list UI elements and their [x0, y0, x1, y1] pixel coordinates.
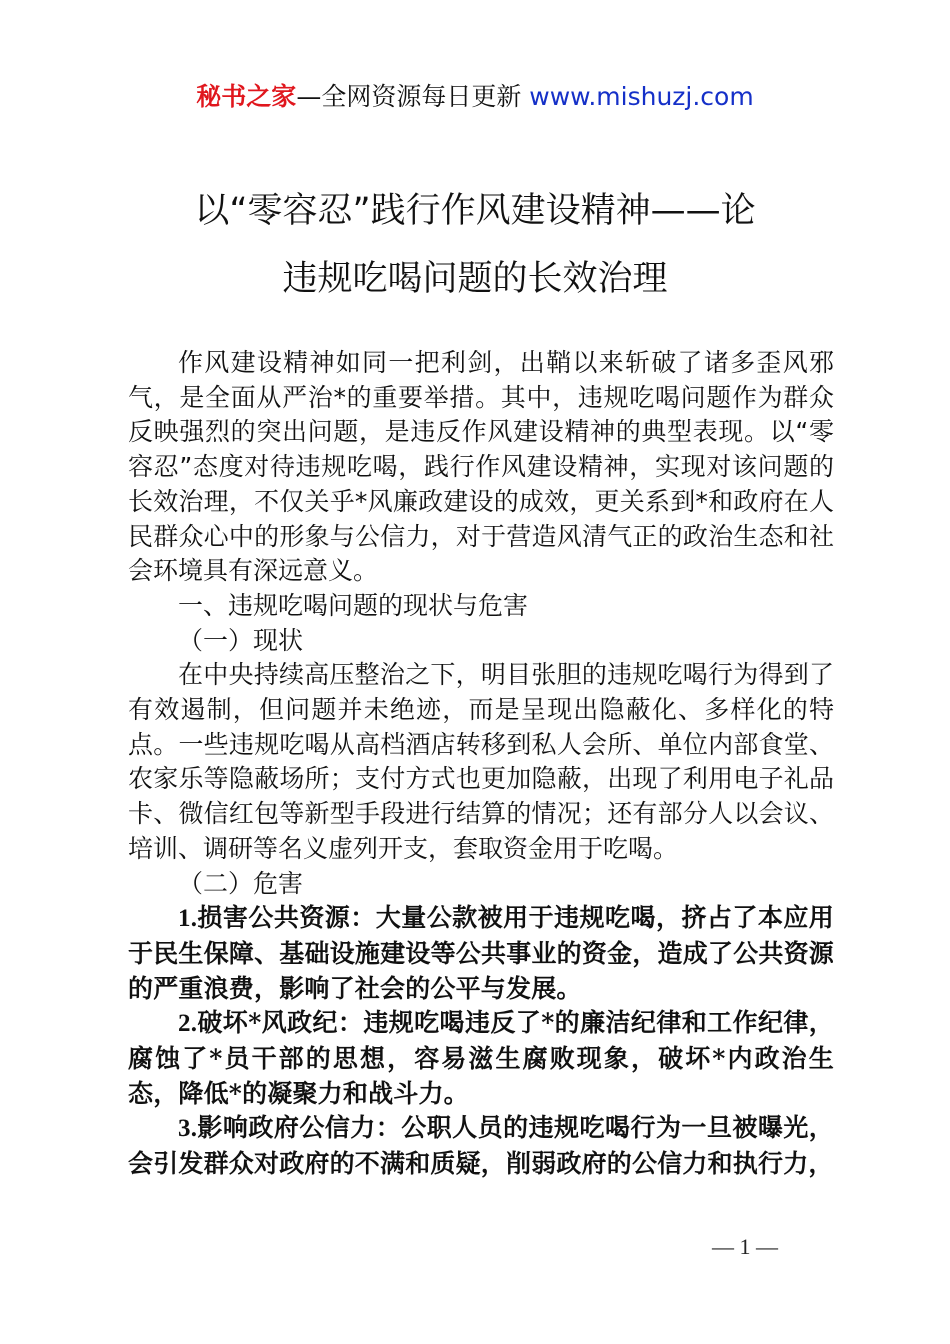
harm-item-text: 影响政府公信力：公职人员的违规吃喝行为一旦被曝光，会引发群众对政府的不满和质疑，削弱政府的公信力和执行力，: [128, 1113, 834, 1179]
harm-item-text: 破坏*风政纪：违规吃喝违反了*的廉洁纪律和工作纪律，腐蚀了*员干部的思想，容易滋生腐败现象，破坏*内政治生态，降低*的凝聚力和战斗力。: [128, 1008, 834, 1108]
harm-item-number: 3.: [178, 1115, 198, 1143]
subsection-heading-harm: （二）危害: [178, 868, 304, 898]
section-heading-1: 一、违规吃喝问题的现状与危害: [178, 590, 529, 620]
document-title-line-1: 以“零容忍”践行作风建设精神——论: [194, 191, 756, 231]
subsection-heading-status: （一）现状: [178, 625, 304, 655]
harm-item-2: [128, 1006, 834, 1111]
intro-paragraph: 作风建设精神如同一把利剑，出鞘以来斩破了诸多歪风邪气，是全面从严治*的重要举措。其中，违规吃喝问题作为群众反映强烈的突出问题，是违反作风建设精神的典型表现。以“零容忍”态度对待违规吃喝，践行作风建设精神，实现对该问题的长效治理，不仅关乎*风廉政建设的成效，更关系到*和政府在人民群众心中的形象与公信力，对于营造风清气正的政治生态和社会环境具有深远意义。: [128, 348, 834, 586]
harm-item-1: [128, 901, 834, 1006]
document-body: [128, 346, 834, 1182]
page-number: — 1 —: [712, 1234, 778, 1259]
document-title-line-2: 违规吃喝问题的长效治理: [282, 259, 668, 299]
site-url-link[interactable]: www.mishuzj.com: [529, 82, 754, 111]
header-tagline: —全网资源每日更新: [296, 82, 522, 111]
harm-item-number: 1.: [178, 905, 198, 933]
brand-name: 秘书之家: [196, 82, 297, 111]
harm-item-text: 损害公共资源：大量公款被用于违规吃喝，挤占了本应用于民生保障、基础设施建设等公共事业的资金，造成了公共资源的严重浪费，影响了社会的公平与发展。: [128, 903, 834, 1003]
harm-item-number: 2.: [178, 1010, 198, 1038]
harm-item-3: [128, 1111, 834, 1181]
site-header: [0, 80, 950, 114]
status-paragraph: 在中央持续高压整治之下，明目张胆的违规吃喝行为得到了有效遏制，但问题并未绝迹，而是呈现出隐蔽化、多样化的特点。一些违规吃喝从高档酒店转移到私人会所、单位内部食堂、农家乐等隐蔽场所；支付方式也更加隐蔽，出现了利用电子礼品卡、微信红包等新型手段进行结算的情况；还有部分人以会议、培训、调研等名义虚列开支，套取资金用于吃喝。: [128, 660, 834, 863]
